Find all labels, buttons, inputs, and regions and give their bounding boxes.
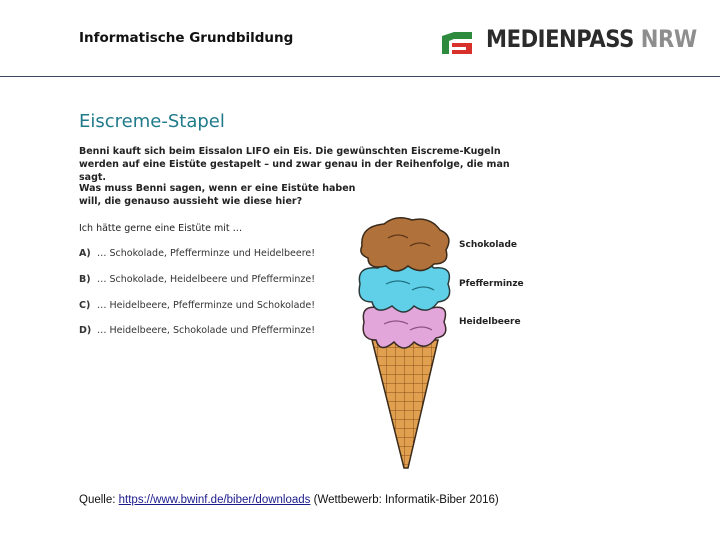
scoop-pfefferminze <box>359 262 449 312</box>
flavor-label-pfefferminze: Pfefferminze <box>459 279 524 289</box>
medienpass-logo <box>440 22 697 58</box>
flavor-label-schokolade: Schokolade <box>459 240 518 250</box>
flavor-label-heidelbeere: Heidelbeere <box>459 317 521 327</box>
source-citation <box>79 494 499 506</box>
option-letter: A) <box>79 248 91 259</box>
source-prefix: Quelle: <box>79 494 119 506</box>
answer-option <box>79 274 315 285</box>
answer-option <box>79 248 315 259</box>
answer-option <box>79 300 315 311</box>
answer-option <box>79 325 315 336</box>
option-text: … Heidelbeere, Schokolade und Pfefferminze! <box>97 325 316 336</box>
ice-cream-cone-illustration <box>350 212 460 474</box>
option-text: … Schokolade, Heidelbeere und Pfefferminze! <box>97 274 316 285</box>
intro-paragraph: Benni kauft sich beim Eissalon LIFO ein Eis. Die gewünschten Eiscreme-Kugeln werden auf eine Eistüte gestapelt – und zwar genau in der Reihenfolge, die man sagt. <box>79 146 510 183</box>
slide-title: Eiscreme-Stapel <box>79 111 225 132</box>
scoop-schokolade <box>361 218 449 271</box>
question-paragraph: Was muss Benni sagen, wenn er eine Eistüte haben will, die genauso aussieht wie diese hier? <box>79 183 356 207</box>
logo-text <box>486 25 697 53</box>
logo-mark-icon <box>440 30 474 56</box>
option-letter: B) <box>79 274 91 285</box>
header-title: Informatische Grundbildung <box>79 30 294 46</box>
prompt-paragraph: Ich hätte gerne eine Eistüte mit … <box>79 223 243 234</box>
logo-text-sub: NRW <box>640 25 697 53</box>
option-letter: D) <box>79 325 92 336</box>
option-letter: C) <box>79 300 91 311</box>
source-suffix: (Wettbewerb: Informatik-Biber 2016) <box>310 494 499 506</box>
option-text: … Schokolade, Pfefferminze und Heidelbeere! <box>97 248 316 259</box>
waffle-cone <box>372 340 438 468</box>
source-link[interactable]: https://www.bwinf.de/biber/downloads <box>118 494 311 506</box>
option-text: … Heidelbeere, Pfefferminze und Schokolade! <box>97 300 316 311</box>
header-divider <box>0 76 720 77</box>
logo-text-main: MEDIENPASS <box>486 25 634 53</box>
